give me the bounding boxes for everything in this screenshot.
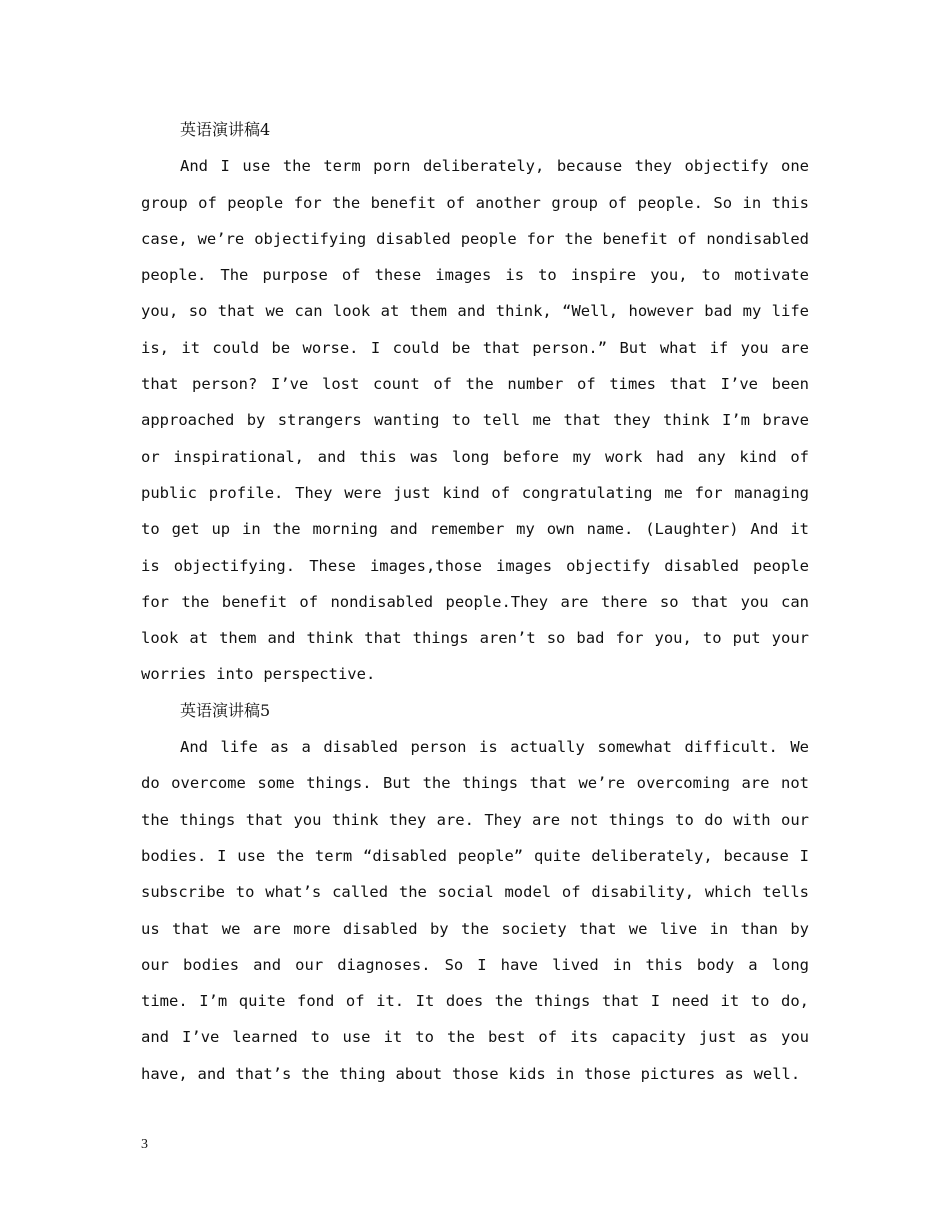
section-body-5: And life as a disabled person is actually somewhat difficult. We do overcome some things. But the things that we’re overcoming are not the things that you think they are. They are not things to do with our bodies. I use the term “disabled people” quite deliberately, because I subscribe to what’s called the social model of disability, which tells us that we are more disabled by the society that we live in than by our bodies and our diagnoses. So I have lived in this body a long time. I’m quite fond of it. It does the things that I need it to do, and I’ve learned to use it to the best of its capacity just as you have, and that’s the thing about those kids in those pictures as well.	[141, 738, 809, 1083]
page-number: 3	[141, 1137, 148, 1152]
section-body-4: And I use the term porn deliberately, because they objectify one group of people for the benefit of another group of people. So in this case, we’re objectifying disabled people for the benefit of nondisabled people. The purpose of these images is to inspire you, to motivate you, so that we can look at them and think, “Well, however bad my life is, it could be worse. I could be that person.” But what if you are that person? I’ve lost count of the number of times that I’ve been approached by strangers wanting to tell me that they think I’m brave or inspirational, and this was long before my work had any kind of public profile. They were just kind of congratulating me for managing to get up in the morning and remember my own name. (Laughter) And it is objectifying. These images,those images objectify disabled people for the benefit of nondisabled people.They are there so that you can look at them and think that things aren’t so bad for you, to put your worries into perspective.	[141, 157, 809, 684]
section-heading-4: 英语演讲稿4	[180, 120, 271, 139]
section-heading-5: 英语演讲稿5	[180, 700, 271, 720]
page-content	[141, 112, 809, 1092]
